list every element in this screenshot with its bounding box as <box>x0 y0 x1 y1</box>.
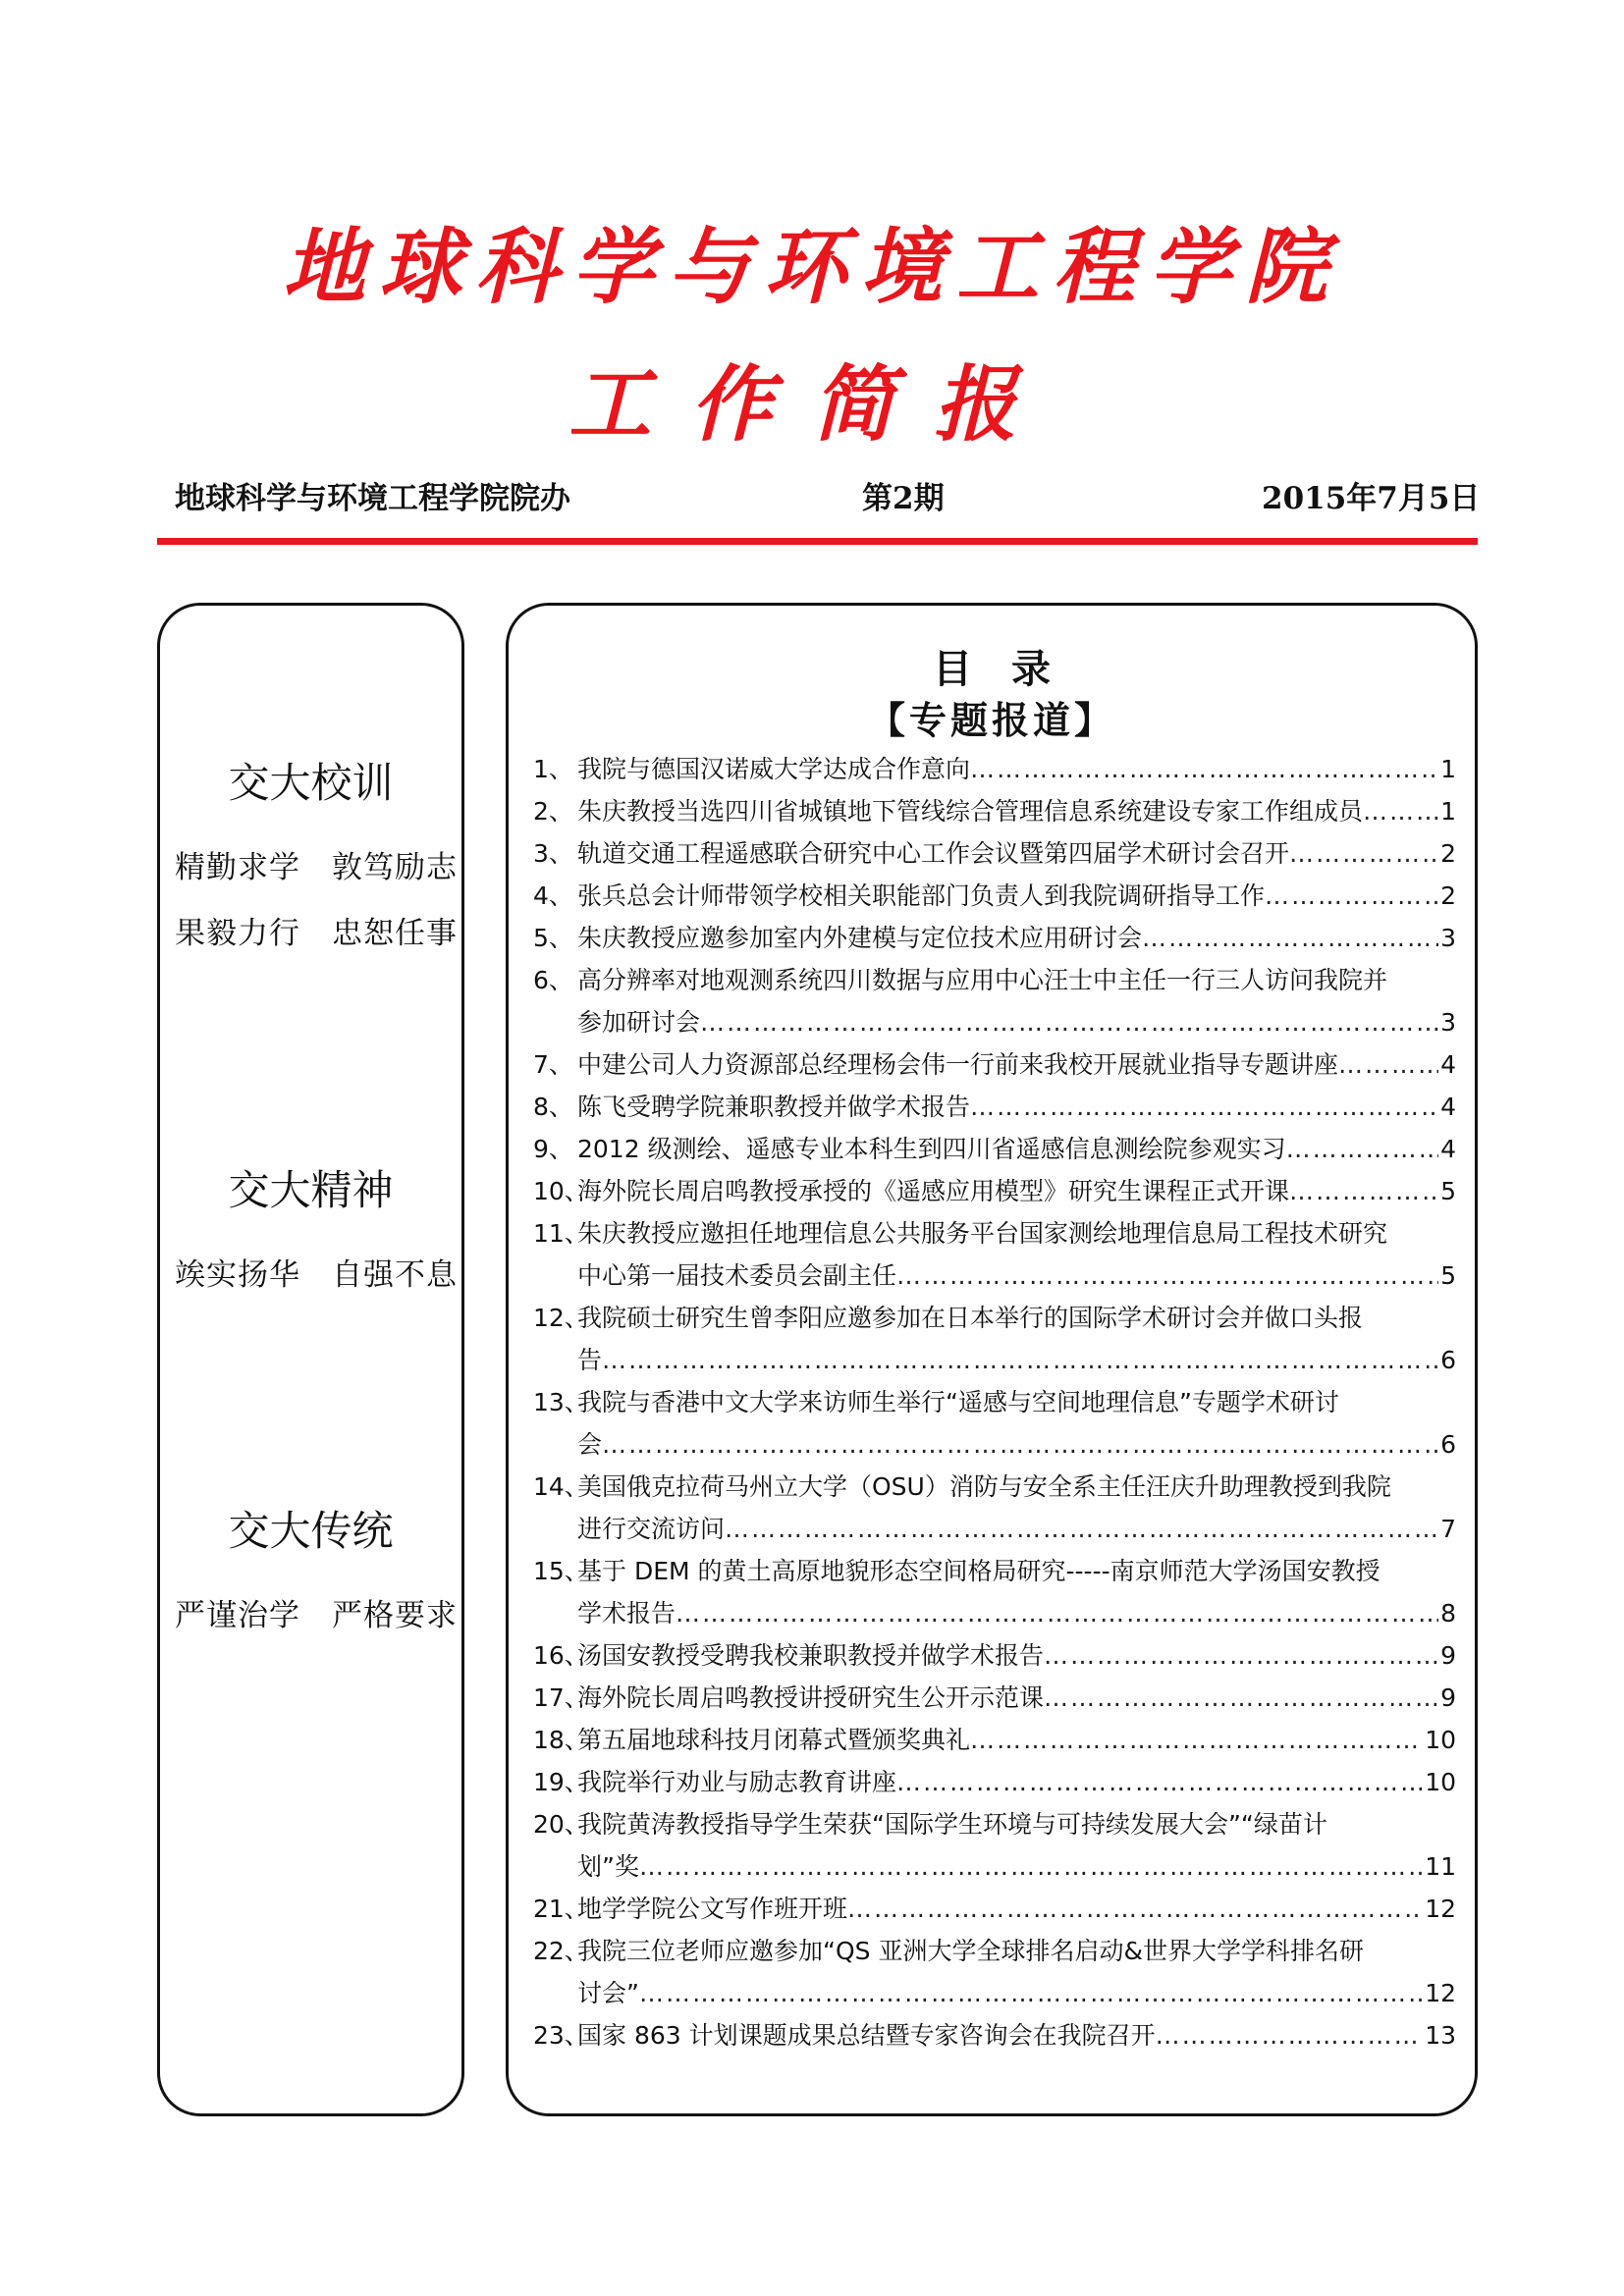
motto-line: 果毅力行 忠恕任事 <box>175 916 458 951</box>
toc-item-title: 我院与香港中文大学来访师生举行“遥感与空间地理信息”专题学术研讨 <box>577 1388 1339 1416</box>
toc-item-page: 9 <box>1440 1683 1456 1712</box>
toc-item-title: 朱庆教授应邀参加室内外建模与定位技术应用研讨会 <box>577 924 1143 952</box>
toc-item-page: 5 <box>1440 1177 1456 1205</box>
toc-item-title: 轨道交通工程遥感联合研究中心工作会议暨第四届学术研讨会召开 <box>577 839 1290 868</box>
toc-section-heading: 【专题报道】 <box>867 699 1115 742</box>
toc-item-title: 张兵总会计师带领学校相关职能部门负责人到我院调研指导工作 <box>577 881 1266 910</box>
toc-item-number: 6、 <box>533 966 573 994</box>
toc-item-page: 11 <box>1425 1852 1456 1881</box>
toc-item-number: 1、 <box>533 755 573 783</box>
toc-item-title: 第五届地球科技月闭幕式暨颁奖典礼 <box>577 1726 971 1754</box>
toc-item[interactable] <box>533 1466 1456 1550</box>
bulletin-title-name: 工作简报 <box>568 355 1056 453</box>
toc-item-title: 陈飞受聘学院兼职教授并做学术报告 <box>577 1093 971 1121</box>
toc-item[interactable] <box>533 1930 1456 2014</box>
toc-leader-dots <box>639 1972 1423 2014</box>
tradition-line: 严谨治学 严格要求 <box>175 1598 458 1633</box>
toc-item[interactable] <box>533 1634 1456 1677</box>
toc-item-page: 4 <box>1440 1135 1456 1163</box>
toc-item-title-continued: 会 <box>577 1430 603 1459</box>
toc-leader-dots <box>1338 1043 1438 1086</box>
toc-item-page: 13 <box>1425 2021 1456 2050</box>
toc-item-title: 我院三位老师应邀参加“QS 亚洲大学全球排名启动&世界大学学科排名研 <box>577 1937 1364 1965</box>
toc-item[interactable] <box>533 1128 1456 1170</box>
toc-item-page: 6 <box>1440 1430 1456 1459</box>
toc-item[interactable] <box>533 1297 1456 1381</box>
toc-item-page: 9 <box>1440 1641 1456 1670</box>
toc-leader-dots <box>1156 2014 1424 2056</box>
toc-item[interactable] <box>533 1550 1456 1634</box>
toc-item-title: 海外院长周启鸣教授承授的《遥感应用模型》研究生课程正式开课 <box>577 1177 1290 1205</box>
toc-item-title: 朱庆教授当选四川省城镇地下管线综合管理信息系统建设专家工作组成员 <box>577 797 1364 826</box>
toc-item-page: 5 <box>1440 1261 1456 1290</box>
toc-item-number: 2、 <box>533 797 573 826</box>
toc-item-title: 我院硕士研究生曾李阳应邀参加在日本举行的国际学术研讨会并做口头报 <box>577 1304 1364 1332</box>
toc-list <box>533 748 1456 2056</box>
toc-item-number: 16、 <box>533 1641 589 1670</box>
toc-item-title: 我院举行劝业与励志教育讲座 <box>577 1768 897 1796</box>
toc-item-page: 3 <box>1440 1008 1456 1037</box>
toc-item[interactable] <box>533 1677 1456 1719</box>
toc-item-title: 中建公司人力资源部总经理杨会伟一行前来我校开展就业指导专题讲座 <box>577 1050 1339 1079</box>
toc-item-number: 9、 <box>533 1135 573 1163</box>
motto-panel <box>157 603 464 2116</box>
toc-item-page: 2 <box>1440 881 1456 910</box>
toc-item-number: 3、 <box>533 839 573 868</box>
toc-leader-dots <box>970 748 1438 790</box>
toc-item-title-continued: 告 <box>577 1346 603 1374</box>
toc-item-title: 我院黄涛教授指导学生荣获“国际学生环境与可持续发展大会”“绿苗计 <box>577 1810 1327 1839</box>
motto-line: 精勤求学 敦笃励志 <box>175 850 458 885</box>
toc-item[interactable] <box>533 1761 1456 1803</box>
toc-item[interactable] <box>533 917 1456 959</box>
toc-leader-dots <box>1286 1128 1439 1170</box>
toc-item-title: 朱庆教授应邀担任地理信息公共服务平台国家测绘地理信息局工程技术研究 <box>577 1219 1388 1248</box>
toc-leader-dots <box>1289 1170 1438 1212</box>
toc-item-number: 19、 <box>533 1768 589 1796</box>
toc-leader-dots <box>602 1339 1438 1381</box>
toc-item-page: 4 <box>1440 1093 1456 1121</box>
toc-item-title: 地学学院公文写作班开班 <box>577 1895 848 1923</box>
tradition-title: 交大传统 <box>228 1507 394 1555</box>
toc-item-page: 2 <box>1440 839 1456 868</box>
toc-item-page: 1 <box>1440 797 1456 826</box>
toc-item[interactable] <box>533 2014 1456 2056</box>
toc-leader-dots <box>676 1592 1438 1634</box>
toc-item-number: 22、 <box>533 1937 589 1965</box>
toc-item[interactable] <box>533 1803 1456 1888</box>
toc-item-title-continued: 进行交流访问 <box>577 1515 726 1543</box>
toc-item[interactable] <box>533 748 1456 790</box>
toc-item-title-continued: 学术报告 <box>577 1599 677 1628</box>
bulletin-title-school: 地球科学与环境工程学院 <box>282 218 1341 315</box>
toc-item-number: 12、 <box>533 1304 589 1332</box>
toc-leader-dots <box>700 1001 1438 1043</box>
toc-leader-dots <box>970 1086 1438 1128</box>
issue-number: 第2期 <box>862 481 945 516</box>
toc-item-page: 8 <box>1440 1599 1456 1628</box>
toc-leader-dots <box>896 1761 1423 1803</box>
toc-item[interactable] <box>533 790 1456 832</box>
toc-leader-dots <box>970 1719 1423 1761</box>
toc-item-title: 高分辨率对地观测系统四川数据与应用中心汪士中主任一行三人访问我院并 <box>577 966 1388 994</box>
toc-item-title: 我院与德国汉诺威大学达成合作意向 <box>577 755 971 783</box>
spirit-title: 交大精神 <box>228 1166 394 1214</box>
toc-leader-dots <box>1044 1677 1438 1719</box>
toc-item-page: 7 <box>1440 1515 1456 1543</box>
toc-item-page: 12 <box>1425 1895 1456 1923</box>
toc-item-number: 11、 <box>533 1219 589 1248</box>
toc-item-number: 14、 <box>533 1472 589 1501</box>
toc-item-title: 美国俄克拉荷马州立大学（OSU）消防与安全系主任汪庆升助理教授到我院 <box>577 1472 1391 1501</box>
toc-item-page: 12 <box>1425 1979 1456 2007</box>
toc-item-number: 21、 <box>533 1895 589 1923</box>
toc-leader-dots <box>1044 1634 1438 1677</box>
toc-item-number: 10、 <box>533 1177 589 1205</box>
toc-item[interactable] <box>533 1043 1456 1086</box>
publisher: 地球科学与环境工程学院院办 <box>175 481 570 516</box>
toc-item-number: 8、 <box>533 1093 573 1121</box>
toc-leader-dots <box>847 1888 1423 1930</box>
toc-item[interactable] <box>533 1888 1456 1930</box>
toc-item-title-continued: 讨会” <box>577 1979 639 2007</box>
toc-item-title-continued: 划”奖 <box>577 1852 639 1881</box>
toc-leader-dots <box>725 1508 1438 1550</box>
toc-leader-dots <box>1363 790 1438 832</box>
issue-date: 2015年7月5日 <box>1262 481 1481 516</box>
toc-item-page: 10 <box>1425 1768 1456 1796</box>
toc-item[interactable] <box>533 959 1456 1043</box>
motto-title: 交大校训 <box>228 759 394 807</box>
toc-item-title: 2012 级测绘、遥感专业本科生到四川省遥感信息测绘院参观实习 <box>577 1135 1286 1163</box>
toc-leader-dots <box>1142 917 1438 959</box>
toc-item-title: 国家 863 计划课题成果总结暨专家咨询会在我院召开 <box>577 2021 1156 2050</box>
toc-leader-dots <box>896 1255 1438 1297</box>
toc-item[interactable] <box>533 1086 1456 1128</box>
toc-item-page: 10 <box>1425 1726 1456 1754</box>
toc-item-title-continued: 参加研讨会 <box>577 1008 701 1037</box>
toc-item[interactable] <box>533 832 1456 875</box>
toc-item[interactable] <box>533 1170 1456 1212</box>
toc-item-number: 17、 <box>533 1683 589 1712</box>
toc-item-page: 1 <box>1440 755 1456 783</box>
toc-item-number: 13、 <box>533 1388 589 1416</box>
toc-item-number: 20、 <box>533 1810 589 1839</box>
toc-item-number: 15、 <box>533 1557 589 1585</box>
toc-item-number: 18、 <box>533 1726 589 1754</box>
toc-item-title: 汤国安教授受聘我校兼职教授并做学术报告 <box>577 1641 1045 1670</box>
toc-item[interactable] <box>533 1212 1456 1297</box>
toc-item-page: 3 <box>1440 924 1456 952</box>
toc-leader-dots <box>1265 875 1438 917</box>
toc-item[interactable] <box>533 1719 1456 1761</box>
toc-item-number: 23、 <box>533 2021 589 2050</box>
toc-item-page: 6 <box>1440 1346 1456 1374</box>
toc-item-number: 4、 <box>533 881 573 910</box>
toc-item-number: 7、 <box>533 1050 573 1079</box>
toc-title: 目录 <box>933 647 1090 692</box>
header-divider <box>157 538 1478 545</box>
toc-item[interactable] <box>533 1381 1456 1466</box>
spirit-line: 竢实扬华 自强不息 <box>175 1257 458 1293</box>
toc-item[interactable] <box>533 875 1456 917</box>
toc-item-page: 4 <box>1440 1050 1456 1079</box>
toc-leader-dots <box>602 1423 1438 1466</box>
toc-item-title-continued: 中心第一届技术委员会副主任 <box>577 1261 897 1290</box>
toc-item-number: 5、 <box>533 924 573 952</box>
toc-leader-dots <box>639 1845 1423 1888</box>
toc-leader-dots <box>1289 832 1438 875</box>
toc-item-title: 基于 DEM 的黄土高原地貌形态空间格局研究-----南京师范大学汤国安教授 <box>577 1557 1380 1585</box>
toc-item-title: 海外院长周启鸣教授讲授研究生公开示范课 <box>577 1683 1045 1712</box>
